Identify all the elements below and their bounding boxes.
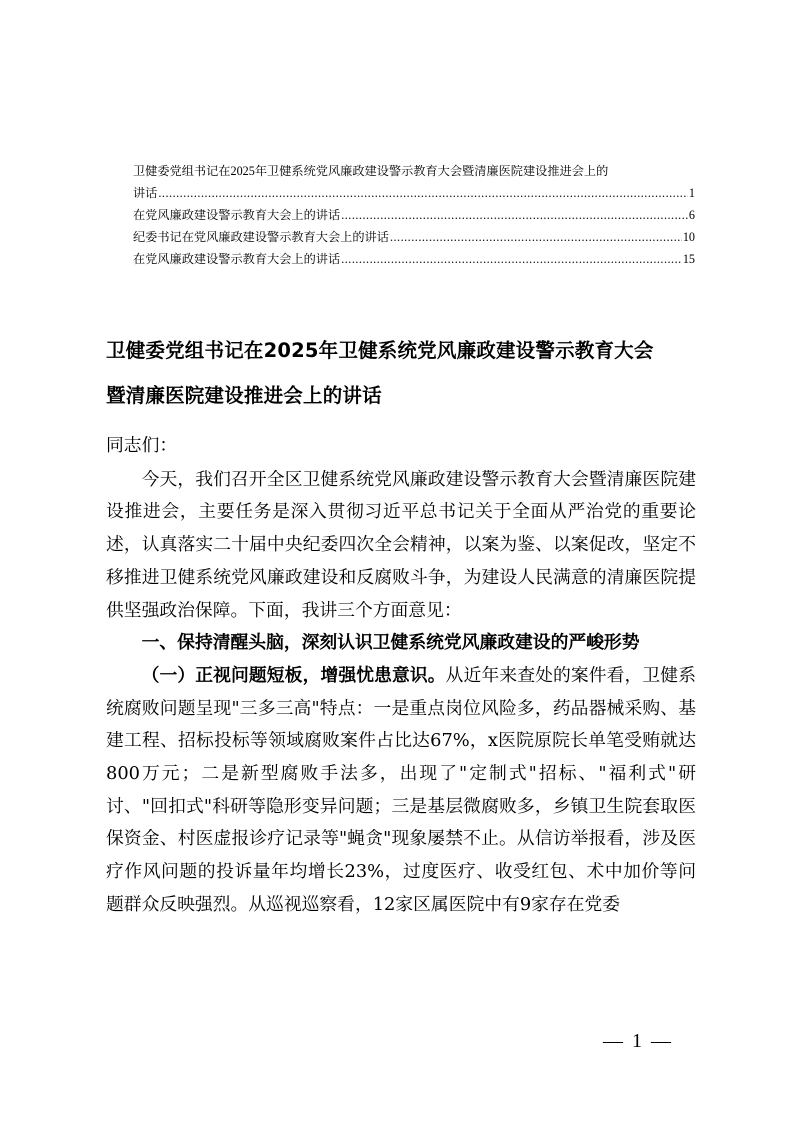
subsection-paragraph <box>106 660 696 922</box>
toc-entry-title: 卫健委党组书记在2025年卫健系统党风廉政建设警示教育大会暨清廉医院建设推进会上的 <box>133 164 609 178</box>
document-body <box>106 430 696 922</box>
toc-entry-line <box>133 182 695 204</box>
toc-entry-page: 10 <box>682 230 695 244</box>
toc-entry-page: 1 <box>688 186 695 200</box>
toc-entry-line <box>133 248 695 270</box>
toc-entry-line <box>133 226 695 248</box>
document-title-line2: 暨清廉医院建设推进会上的讲话 <box>106 384 382 407</box>
toc-entry-title: 在党风廉政建设警示教育大会上的讲话 <box>133 252 341 266</box>
toc-leader <box>390 226 682 248</box>
salutation: 同志们： <box>106 435 178 456</box>
toc-entry-page: 15 <box>682 252 695 266</box>
toc-entry[interactable] <box>133 226 695 248</box>
toc-entry[interactable] <box>133 248 695 270</box>
subsection-text: 从近年来查处的案件看，卫健系统腐败问题呈现"三多三高"特点：一是重点岗位风险多，药品器械采购、基建工程、招标投标等领域腐败案件占比达67%，x医院原院长单笔受贿就达800万元；二是新型腐败手法多，出现了"定制式"招标、"福利式"研讨、"回扣式"科研等隐形变异问题；三是基层微腐败多，乡镇卫生院套取医保资金、村医虚报诊疗记录等"蝇贪"现象屡禁不止。从信访举报看，涉及医疗作风问题的投诉量年均增长23%，过度医疗、收受红包、术中加价等问题群众反映强烈。从巡视巡察看，12家区属医院中有9家存在党委 <box>106 664 696 915</box>
page-number: — 1 — <box>603 1030 673 1052</box>
document-title-line1: 卫健委党组书记在2025年卫健系统党风廉政建设警示教育大会 <box>106 339 654 362</box>
toc-entry[interactable] <box>133 160 695 204</box>
toc-entry-page: 6 <box>688 208 695 222</box>
section-heading: 一、保持清醒头脑，深刻认识卫健系统党风廉政建设的严峻形势 <box>141 632 640 654</box>
toc-entry-line <box>133 204 695 226</box>
subsection-heading: （一）正视问题短板，增强忧患意识。 <box>141 664 446 686</box>
toc-leader <box>158 182 688 204</box>
toc-entry[interactable] <box>133 204 695 226</box>
toc-entry-title: 纪委书记在党风廉政建设警示教育大会上的讲话 <box>133 230 389 244</box>
document-title <box>106 328 696 418</box>
toc-leader <box>341 204 688 226</box>
table-of-contents <box>133 160 695 270</box>
toc-entry-title: 在党风廉政建设警示教育大会上的讲话 <box>133 208 341 222</box>
intro-paragraph: 今天，我们召开全区卫健系统党风廉政建设警示教育大会暨清廉医院建设推进会，主要任务是深入贯彻习近平总书记关于全面从严治党的重要论述，认真落实二十届中央纪委四次全会精神，以案为鉴、以案促改，坚定不移推进卫健系统党风廉政建设和反腐败斗争，为建设人民满意的清廉医院提供坚强政治保障。下面，我讲三个方面意见： <box>106 468 696 621</box>
toc-entry-line <box>133 160 695 182</box>
toc-entry-title-cont: 讲话 <box>133 186 158 200</box>
toc-leader <box>341 248 682 270</box>
